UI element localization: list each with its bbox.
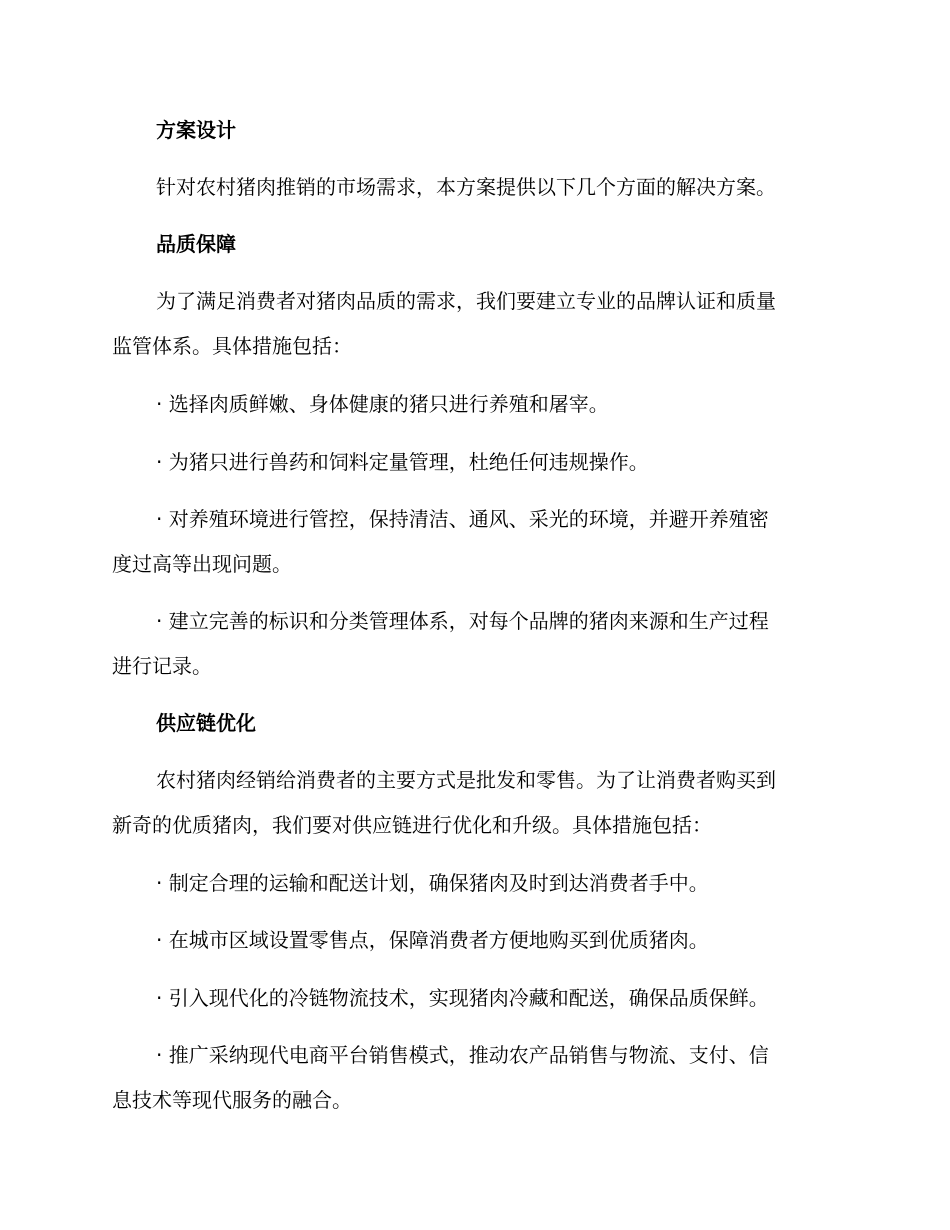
bullet-item-continued: 度过高等出现问题。 (112, 552, 292, 576)
bullet-item: · 推广采纳现代电商平台销售模式，推动农产品销售与物流、支付、信 (156, 1043, 769, 1067)
bullet-item: · 选择肉质鲜嫩、身体健康的猪只进行养殖和屠宰。 (156, 392, 609, 416)
bullet-item: · 建立完善的标识和分类管理体系，对每个品牌的猪肉来源和生产过程 (156, 609, 769, 633)
paragraph-line: 监管体系。具体措施包括： (112, 334, 352, 358)
section-heading: 方案设计 (156, 118, 236, 142)
paragraph-line: 新奇的优质猪肉，我们要对供应链进行优化和升级。具体措施包括： (112, 813, 712, 837)
paragraph-line: 针对农村猪肉推销的市场需求，本方案提供以下几个方面的解决方案。 (156, 175, 776, 199)
bullet-item: · 制定合理的运输和配送计划，确保猪肉及时到达消费者手中。 (156, 871, 709, 895)
bullet-item: · 引入现代化的冷链物流技术，实现猪肉冷藏和配送，确保品质保鲜。 (156, 986, 769, 1010)
bullet-item: · 为猪只进行兽药和饲料定量管理，杜绝任何违规操作。 (156, 450, 649, 474)
bullet-item-continued: 息技术等现代服务的融合。 (112, 1088, 352, 1112)
section-heading: 品质保障 (156, 232, 236, 256)
bullet-item-continued: 进行记录。 (112, 654, 212, 678)
section-heading: 供应链优化 (156, 711, 256, 735)
paragraph-line: 农村猪肉经销给消费者的主要方式是批发和零售。为了让消费者购买到 (156, 768, 776, 792)
bullet-item: · 对养殖环境进行管控，保持清洁、通风、采光的环境，并避开养殖密 (156, 507, 769, 531)
paragraph-line: 为了满足消费者对猪肉品质的需求，我们要建立专业的品牌认证和质量 (156, 289, 776, 313)
bullet-item: · 在城市区域设置零售点，保障消费者方便地购买到优质猪肉。 (156, 928, 709, 952)
